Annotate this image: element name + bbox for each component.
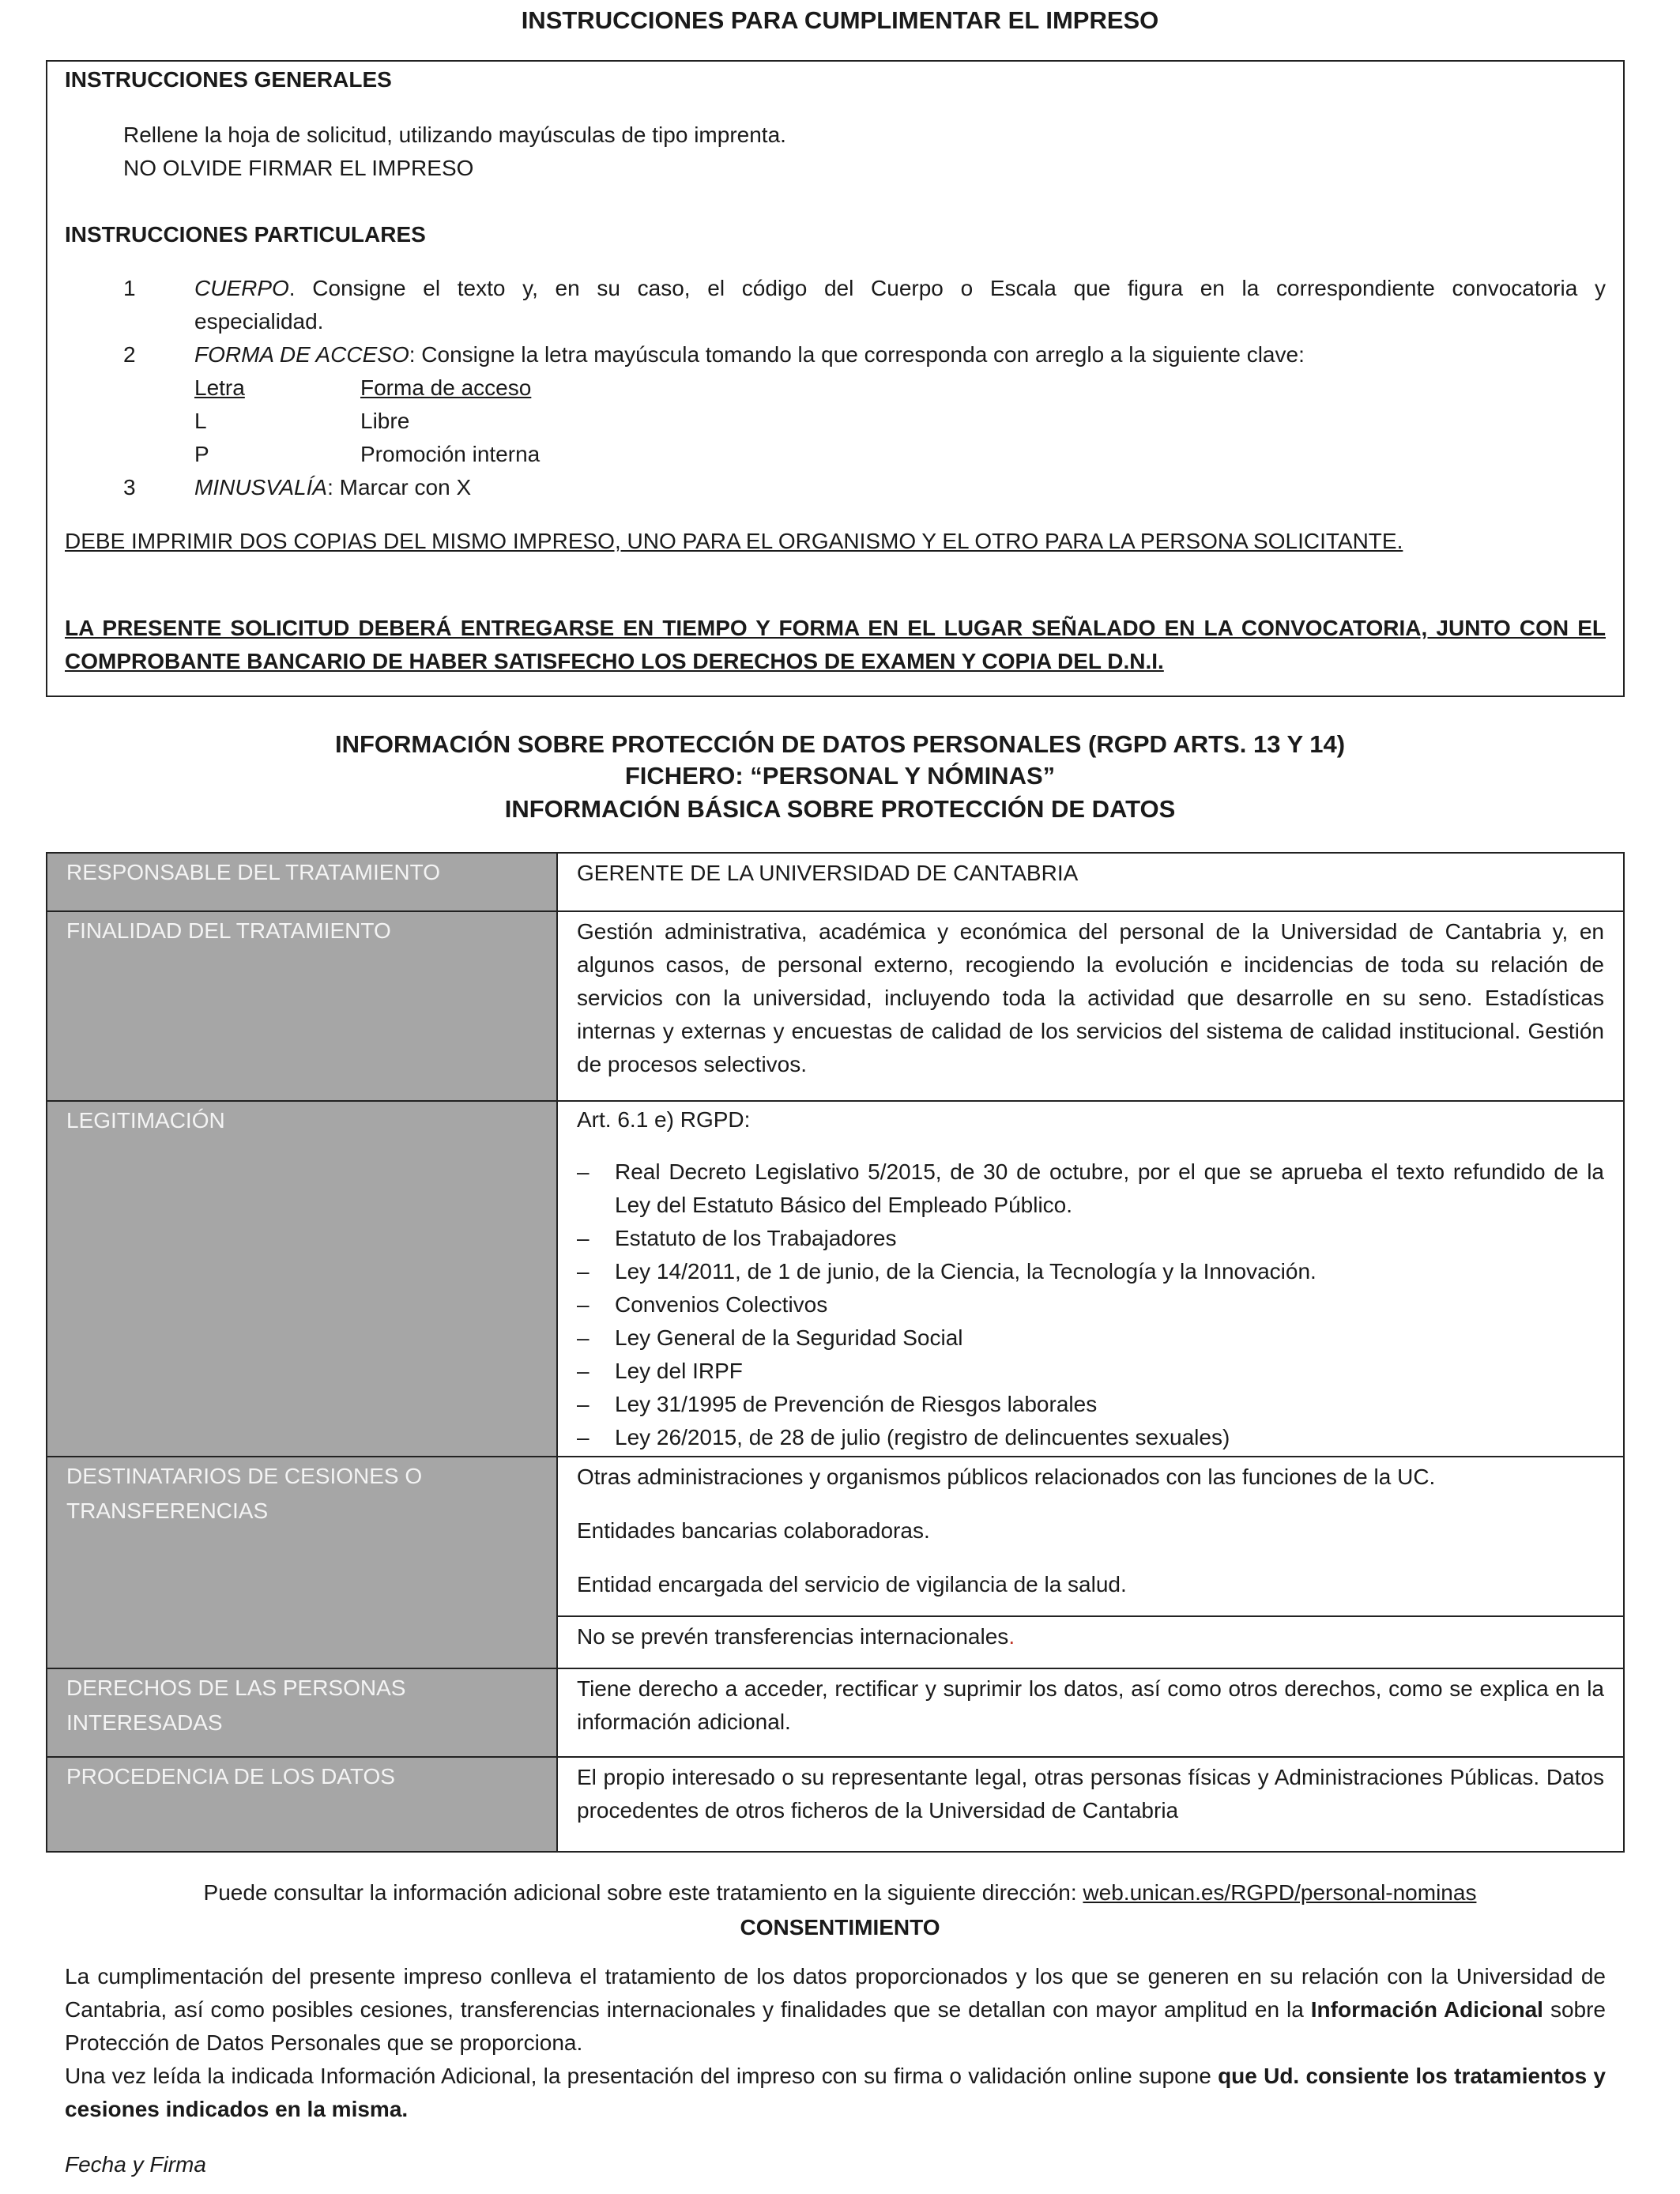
consent-p1-bold: Información Adicional: [1310, 1997, 1543, 2022]
legitimacion-item-text: Ley General de la Seguridad Social: [615, 1325, 963, 1350]
item-text-2: [194, 338, 1305, 371]
legitimacion-item: [577, 1355, 1604, 1388]
delivery-notice-2: COMPROBANTE BANCARIO DE HABER SATISFECHO LOS DERECHOS DE EXAMEN Y COPIA DEL D.N.I.: [65, 649, 1164, 673]
general-line-2: NO OLVIDE FIRMAR EL IMPRESO: [123, 156, 474, 180]
dash-icon: –: [577, 1392, 590, 1416]
legitimacion-item: [577, 1421, 1604, 1454]
transfer-end: .: [1008, 1624, 1015, 1649]
consent-p1-b: sobre Protección de Datos Personales que se proporciona.: [65, 1997, 1606, 2055]
item-text-1b: especialidad.: [194, 309, 324, 334]
destinatarios-line: Entidades bancarias colaboradoras.: [577, 1518, 930, 1543]
item-text-3: [194, 471, 471, 504]
row-value-procedencia: El propio interesado o su representante legal, otras personas físicas y Administraciones Públicas. Datos procedentes de otros ficheros de la Universidad de Cantabria: [556, 1756, 1625, 1853]
item-text-3a: : Marcar con X: [327, 475, 472, 499]
item-label-minusvalia: MINUSVALÍA: [194, 475, 328, 499]
legitimacion-item-text: Ley 14/2011, de 1 de junio, de la Ciencia, la Tecnología y la Innovación.: [615, 1259, 1317, 1284]
item-label-forma-acceso: FORMA DE ACCESO: [194, 342, 409, 367]
legitimacion-item: [577, 1288, 1604, 1321]
row-value-legitimacion: [556, 1100, 1625, 1457]
destinatarios-line: Entidad encargada del servicio de vigilancia de la salud.: [577, 1572, 1127, 1596]
dash-icon: –: [577, 1226, 590, 1250]
transfer-text: No se prevén transferencias internacionales: [577, 1624, 1009, 1649]
consent-p2-bold: que Ud. consiente los tratamientos y cesiones indicados en la misma.: [65, 2064, 1606, 2121]
consent-p1-a: La cumplimentación del presente impreso conlleva el tratamiento de los datos proporcionados y los que se generen en su relación con la Universidad de Cantabria, así como posibles cesiones, transferencias internacionales y finalidades que se detallan con mayor amplitud en la: [65, 1964, 1606, 2022]
copies-notice: DEBE IMPRIMIR DOS COPIAS DEL MISMO IMPRESO, UNO PARA EL ORGANISMO Y EL OTRO PARA LA PERSONA SOLICITANTE.: [65, 529, 1403, 553]
key-letter-p: P: [194, 442, 209, 466]
row-value-finalidad: Gestión administrativa, académica y económica del personal de la Universidad de Cantabria y, en algunos casos, de personal externo, recogiendo la evolución e incidencias de toda su relación de servicios con la universidad, incluyendo toda la actividad que desarrolle en su seno. Estadísticas internas y externas y encuestas de calidad de los servicios del sistema de calidad institucional. Gestión de procesos selectivos.: [556, 910, 1625, 1102]
key-letter-l: L: [194, 409, 207, 433]
legitimacion-item: [577, 1321, 1604, 1355]
signature-label: Fecha y Firma: [65, 2152, 206, 2177]
item-text-1: [194, 272, 1606, 305]
dash-icon: –: [577, 1259, 590, 1284]
page-title: INSTRUCCIONES PARA CUMPLIMENTAR EL IMPRESO: [521, 6, 1159, 34]
row-value-transferencias: [556, 1615, 1625, 1669]
item-text-2a: : Consigne la letra mayúscula tomando la que corresponda con arreglo a la siguiente clave:: [409, 342, 1305, 367]
row-value-derechos: Tiene derecho a acceder, rectificar y suprimir los datos, así como otros derechos, como se explica en la información adicional.: [556, 1668, 1625, 1758]
legitimacion-item: [577, 1222, 1604, 1255]
consult-link[interactable]: web.unican.es/RGPD/personal-nominas: [1083, 1880, 1477, 1905]
dp-title-2: FICHERO: “PERSONAL Y NÓMINAS”: [624, 762, 1056, 790]
particular-heading: INSTRUCCIONES PARTICULARES: [65, 222, 426, 247]
legitimacion-item-text: Convenios Colectivos: [615, 1292, 828, 1317]
dash-icon: –: [577, 1292, 590, 1317]
row-label-destinatarios: DESTINATARIOS DE CESIONES O TRANSFERENCIAS: [46, 1456, 558, 1669]
item-text-1a: . Consigne el texto y, en su caso, el código del Cuerpo o Escala que figura en la correspondiente convocatoria y: [288, 276, 1606, 300]
row-value-responsable: GERENTE DE LA UNIVERSIDAD DE CANTABRIA: [556, 852, 1625, 912]
row-label-responsable: RESPONSABLE DEL TRATAMIENTO: [46, 852, 558, 912]
item-label-cuerpo: CUERPO: [194, 276, 289, 300]
consent-p2-a: Una vez leída la indicada Información Adicional, la presentación del impreso con su firma o validación online supone: [65, 2064, 1219, 2088]
consult-line: [0, 1876, 1680, 1909]
key-form-promocion: Promoción interna: [360, 442, 541, 466]
consent-title: CONSENTIMIENTO: [740, 1915, 940, 1940]
row-label-legitimacion: LEGITIMACIÓN: [46, 1100, 558, 1457]
dash-icon: –: [577, 1159, 590, 1184]
row-label-derechos: DERECHOS DE LAS PERSONAS INTERESADAS: [46, 1668, 558, 1758]
dp-title-1: INFORMACIÓN SOBRE PROTECCIÓN DE DATOS PERSONALES (RGPD ARTS. 13 Y 14): [334, 730, 1346, 758]
dash-icon: –: [577, 1325, 590, 1350]
key-header-form: Forma de acceso: [360, 375, 532, 400]
row-label-procedencia: PROCEDENCIA DE LOS DATOS: [46, 1756, 558, 1853]
legitimacion-item: [577, 1255, 1604, 1288]
delivery-notice-1: LA PRESENTE SOLICITUD DEBERÁ ENTREGARSE EN TIEMPO Y FORMA EN EL LUGAR SEÑALADO EN LA CONVOCATORIA, JUNTO CON EL: [65, 616, 1606, 640]
consult-text: Puede consultar la información adicional sobre este tratamiento en la siguiente dirección:: [203, 1880, 1083, 1905]
legitimacion-item: [577, 1388, 1604, 1421]
consent-paragraph-1: [65, 1960, 1606, 2060]
legitimacion-item-text: Ley 26/2015, de 28 de julio (registro de delincuentes sexuales): [615, 1425, 1230, 1449]
key-form-libre: Libre: [360, 409, 410, 433]
dash-icon: –: [577, 1425, 590, 1449]
dp-title-3: INFORMACIÓN BÁSICA SOBRE PROTECCIÓN DE DATOS: [504, 795, 1176, 823]
key-header-letter: Letra: [194, 375, 245, 400]
legitimacion-item: [577, 1155, 1604, 1222]
legitimacion-item-text: Estatuto de los Trabajadores: [615, 1226, 897, 1250]
item-number-3: 3: [123, 475, 136, 499]
general-line-1: Rellene la hoja de solicitud, utilizando mayúsculas de tipo imprenta.: [123, 123, 786, 147]
item-number-1: 1: [123, 276, 136, 300]
row-value-destinatarios: [556, 1456, 1625, 1617]
row-label-finalidad: FINALIDAD DEL TRATAMIENTO: [46, 910, 558, 1102]
general-heading: INSTRUCCIONES GENERALES: [65, 67, 392, 92]
legitimacion-item-text: Ley 31/1995 de Prevención de Riesgos laborales: [615, 1392, 1098, 1416]
item-number-2: 2: [123, 342, 136, 367]
destinatarios-line: Otras administraciones y organismos públicos relacionados con las funciones de la UC.: [577, 1465, 1436, 1489]
legitimacion-item-text: Real Decreto Legislativo 5/2015, de 30 de octubre, por el que se aprueba el texto refundido de la Ley del Estatuto Básico del Empleado Público.: [615, 1159, 1604, 1217]
dash-icon: –: [577, 1359, 590, 1383]
legitimacion-intro: Art. 6.1 e) RGPD:: [577, 1107, 751, 1132]
legitimacion-item-text: Ley del IRPF: [615, 1359, 743, 1383]
consent-paragraph-2: [65, 2060, 1606, 2126]
